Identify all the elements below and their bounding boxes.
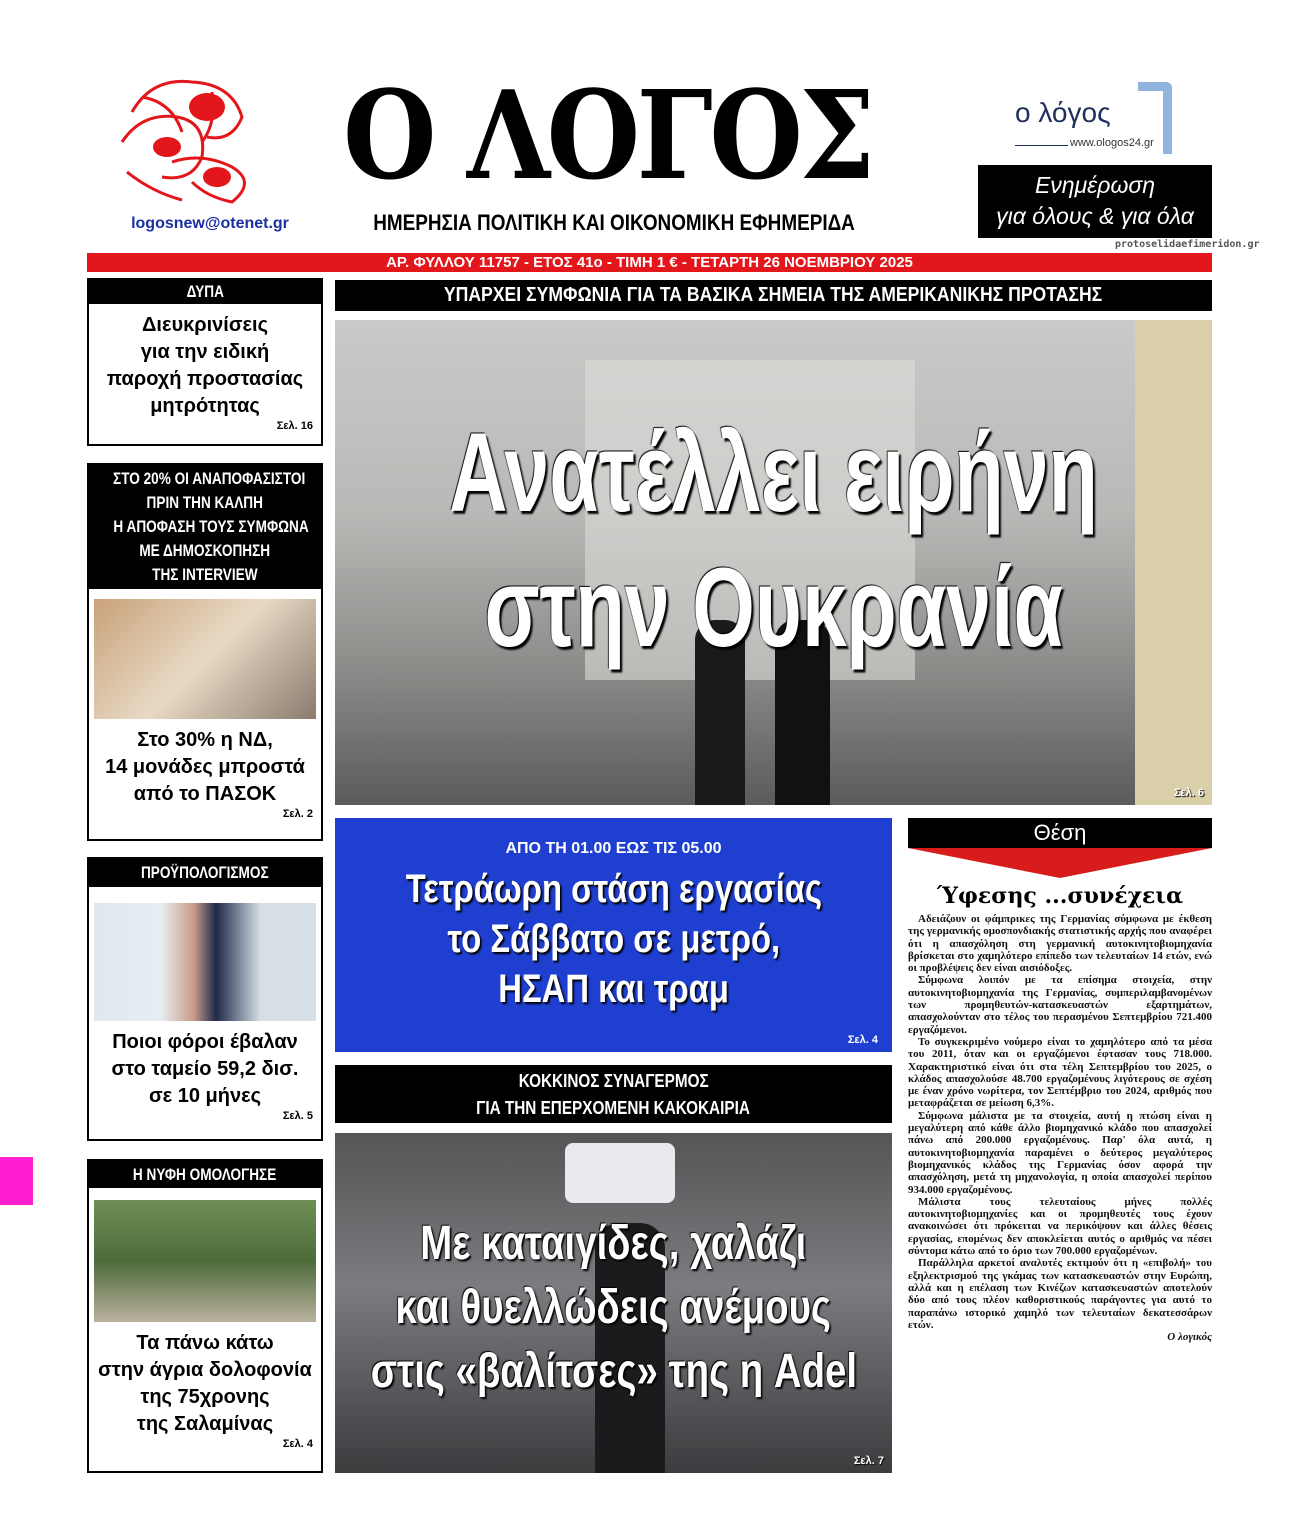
- slogan-box: [978, 165, 1212, 238]
- story-text: Διευκρινίσεις για την ειδική παροχή προστασίας μητρότητας: [106, 314, 304, 417]
- ologos24-logo[interactable]: [1010, 82, 1175, 157]
- page-ref: Σελ. 7: [853, 1455, 884, 1467]
- story-header: ΣΤΟ 20% ΟΙ ΑΝΑΠΟΦΑΣΙΣΤΟΙ ΠΡΙΝ ΤΗΝ ΚΑΛΠΗ Η ΑΠΟΦΑΣΗ ΤΟΥΣ ΣΥΜΦΩΝΑ ΜΕ ΔΗΜΟΣΚΟΠΗΣΗ ΤΗΣ INTERVIEW: [89, 465, 321, 589]
- main-headline[interactable]: Ανατέλλει ειρήνη στην Ουκρανία: [449, 410, 1098, 670]
- strike-story[interactable]: [335, 818, 892, 1052]
- page-ref: Σελ. 2: [282, 808, 313, 820]
- story-text: Στο 30% η ΝΔ, 14 μονάδες μπροστά από το ΠΑΣΟΚ: [105, 729, 305, 805]
- story-header: ΠΡΟΫΠΟΛΟΓΙΣΜΟΣ: [89, 859, 321, 887]
- editorial-title: Ύφεσης ...συνέχεια: [936, 883, 1184, 909]
- editorial-body: [908, 913, 1212, 1343]
- page-ref: Σελ. 6: [1173, 787, 1204, 799]
- story-poll[interactable]: [87, 463, 323, 841]
- issue-bar: ΑΡ. ΦΥΛΛΟΥ 11757 - ΕΤΟΣ 41ο - ΤΙΜΗ 1 € - ΤΕΤΑΡΤΗ 26 ΝΟΕΜΒΡΙΟΥ 2025: [87, 253, 1212, 272]
- page-ref: Σελ. 5: [282, 1110, 313, 1122]
- umbrella-bag-shape: [565, 1143, 675, 1203]
- page-ref: Σελ. 4: [847, 1034, 878, 1046]
- strike-kicker: ΑΠΟ ΤΗ 01.00 ΕΩΣ ΤΙΣ 05.00: [505, 840, 722, 857]
- minister-photo: [94, 903, 316, 1021]
- editorial-paragraph: Μάλιστα τους τελευταίους μήνες πολλές αυτοκινητοβιομηχανίες και οι προμηθευτές τους έχουν ανακοινώσει ότι πρόκειται να περικόψουν και άλλες θέσεις εργασίας, επομένως δεν αποκλείεται αυτός ο αριθμός να πέσει σύντομα κάτω από το όριο των 700.000 εργαζομένων.: [908, 1195, 1212, 1258]
- masthead: Ο ΛΟΓΟΣ: [343, 63, 872, 207]
- newspaper-emblem: [112, 72, 267, 207]
- weather-headline[interactable]: Με καταιγίδες, χαλάζι και θυελλώδεις ανέμους στις «βαλίτσες» της η Adel: [370, 1217, 857, 1398]
- editorial-paragraph: Παράλληλα αρκετοί αναλυτές εκτιμούν ότι η «επιβολή» του εξηλεκτρισμού της γκάμας των κατασκευαστών στην Ευρώπη, αλλά και η επέλαση των Κινέζων κατασκευαστών αποτελούν δύο από τους πλέον καθοριστικούς παράγοντες για αυτό το παραπάνω ιστορικό χαμηλό των τελευταίων δεκατεσσάρων ετών.: [908, 1257, 1212, 1331]
- editorial-signature: Ο λογικός: [1167, 1331, 1212, 1344]
- logo-rule: [1015, 145, 1068, 146]
- story-salamina[interactable]: [87, 1159, 323, 1473]
- editorial-paragraph: Αδειάζουν οι φάμπρικες της Γερμανίας σύμφωνα με έκθεση της γερμανικής ομοσπονδιακής στατιστικής αρχής που αναφέρει ότι η απασχόληση στη γερμανική αυτοκινητοβιομηχανία βρίσκεται στο χαμηλότερο επίπεδο των τελευταίων 14 ετών, ενώ οι προβλέψεις δεν είναι αισιόδοξες.: [908, 913, 1212, 975]
- story-header: ΔΥΠΑ: [89, 280, 321, 304]
- editorial-section-label: Θέση: [908, 818, 1212, 848]
- crime-scene-photo: [94, 1200, 316, 1322]
- weather-kicker: ΚΟΚΚΙΝΟΣ ΣΥΝΑΓΕΡΜΟΣ ΓΙΑ ΤΗΝ ΕΠΕΡΧΟΜΕΝΗ ΚΑΚΟΚΑΙΡΙΑ: [335, 1065, 892, 1123]
- editorial-paragraph: Σύμφωνα μάλιστα με τα στοιχεία, αυτή η πτώση είναι η μεγαλύτερη από κάθε άλλο βιομηχανικό κλάδο που απασχολεί πάνω από 200.000 εργαζομένους. Παρ' όλα αυτά, η αυτοκινητοβιομηχανία παραμένει ο δεύτερος μεγαλύτερος βιομηχανικός κλάδος της Γερμανίας όσον αφορά την απασχόληση, μετά τη μηχανολογία, η οποία απασχολεί περίπου 934.000 εργαζομένους.: [908, 1109, 1212, 1196]
- web-logo-text: ο λόγος: [1015, 97, 1111, 128]
- page-ref: Σελ. 16: [276, 420, 313, 432]
- story-dypa[interactable]: [87, 278, 323, 446]
- contact-email[interactable]: logosnew@otenet.gr: [131, 215, 289, 232]
- strike-headline: Τετράωρη στάση εργασίας το Σάββατο σε μετρό, ΗΣΑΠ και τραμ: [405, 867, 822, 1011]
- page-ref: Σελ. 4: [282, 1438, 313, 1450]
- story-text: Ποιοι φόροι έβαλαν στο ταμείο 59,2 δισ. σε 10 μήνες: [111, 1031, 299, 1107]
- slogan-line-1: Ενημέρωση: [1034, 172, 1156, 198]
- main-kicker: ΥΠΑΡΧΕΙ ΣΥΜΦΩΝΙΑ ΓΙΑ ΤΑ ΒΑΣΙΚΑ ΣΗΜΕΙΑ ΤΗΣ ΑΜΕΡΙΚΑΝΙΚΗΣ ΠΡΟΤΑΣΗΣ: [335, 280, 1212, 311]
- print-color-mark: [0, 1157, 33, 1205]
- red-triangle-ornament: [908, 848, 1212, 878]
- masthead-subtitle: ΗΜΕΡΗΣΙΑ ΠΟΛΙΤΙΚΗ ΚΑΙ ΟΙΚΟΝΟΜΙΚΗ ΕΦΗΜΕΡΙΔΑ: [373, 210, 855, 235]
- web-url: www.ologos24.gr: [1070, 137, 1154, 149]
- story-budget[interactable]: [87, 857, 323, 1141]
- story-header: Η ΝΥΦΗ ΟΜΟΛΟΓΗΣΕ: [89, 1161, 321, 1188]
- editorial-paragraph: Σύμφωνα λοιπόν με τα επίσημα στοιχεία, στην αυτοκινητοβιομηχανία της Γερμανίας, συμπεριλαμβανομένων των προμηθευτών-κατασκευαστών εξαρτημάτων, απασχολούνταν στο τέλος του περασμένου Σεπτεμβρίου 721.400 εργαζόμενοι.: [908, 974, 1212, 1036]
- slogan-line-2: για όλους & για όλα: [996, 203, 1194, 229]
- ballot-photo: [94, 599, 316, 719]
- watermark: protoselidaefimeridon.gr: [1115, 239, 1260, 250]
- story-text: Τα πάνω κάτω στην άγρια δολοφονία της 75χρονης της Σαλαμίνας: [98, 1332, 312, 1435]
- editorial-paragraph: Το συγκεκριμένο νούμερο είναι το χαμηλότερο από τα μέσα του 2011, όταν και οι εργαζόμενοι έφτασαν τους 718.000. Χαρακτηριστικό είναι ότι στα τέλη Σεπτεμβρίου του 2025, ο κλάδος απασχολούσε 48.700 εργαζομένους λιγότερους σε σχέση με έναν χρόνο νωρίτερα, τον Σεπτέμβριο του 2024, αριθμός που μεταφράζεται σε μείωση 6,3%.: [908, 1035, 1212, 1110]
